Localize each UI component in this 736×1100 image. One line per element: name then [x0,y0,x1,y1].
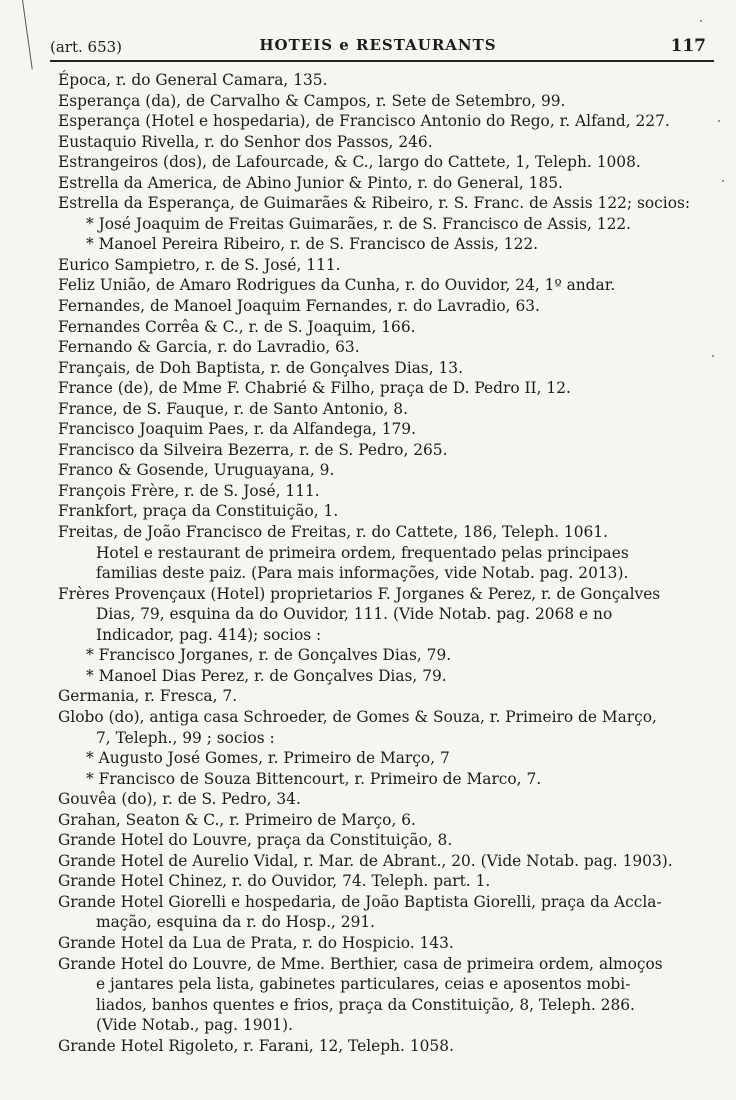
entry-continuation: Hotel e restaurant de primeira ordem, frequentado pelas principaes [96,543,629,562]
entry-line: Esperança (Hotel e hospedaria), de Francisco Antonio do Rego, r. Alfand, 227. [58,112,670,131]
entry-line: Grande Hotel do Louvre, de Mme. Berthier, casa de primeira ordem, almoços [58,954,663,973]
entry-line: Eurico Sampietro, r. de S. José, 111. [58,255,341,274]
entry-continuation: familias deste paiz. (Para mais informações, vide Notab. pag. 2013). [96,564,629,583]
entry-continuation: liados, banhos quentes e frios, praça da Constituição, 8, Teleph. 286. [96,995,635,1014]
entry-continuation: Dias, 79, esquina da do Ouvidor, 111. (Vide Notab. pag. 2068 e no [96,605,613,624]
entry-list [58,70,708,1056]
entry-sub-line: * Francisco de Souza Bittencourt, r. Primeiro de Marco, 7. [86,769,542,788]
entry-line: François Frère, r. de S. José, 111. [58,481,320,500]
entry-line: Français, de Doh Baptista, r. de Gonçalves Dias, 13. [58,358,463,377]
entry-line: Grahan, Seaton & C., r. Primeiro de Março, 6. [58,810,416,829]
article-reference: (art. 653) [50,38,123,56]
entry-continuation: Indicador, pag. 414); socios : [96,625,322,644]
print-speck [718,120,720,122]
entry-line: Grande Hotel de Aurelio Vidal, r. Mar. de Abrant., 20. (Vide Notab. pag. 1903). [58,851,673,870]
print-speck [722,180,724,182]
entry-line: Feliz União, de Amaro Rodrigues da Cunha, r. do Ouvidor, 24, 1º andar. [58,276,616,295]
entry-sub-line: * Francisco Jorganes, r. de Gonçalves Dias, 79. [86,646,452,665]
entry-line: Germania, r. Fresca, 7. [58,687,238,706]
entry-sub-line: * Augusto José Gomes, r. Primeiro de Março, 7 [86,749,450,768]
entry-continuation: 7, Teleph., 99 ; socios : [96,728,275,747]
entry-line: Globo (do), antiga casa Schroeder, de Gomes & Souza, r. Primeiro de Março, [58,707,657,726]
entry-continuation: mação, esquina da r. do Hosp., 291. [96,913,376,932]
entry-line: France (de), de Mme F. Chabrié & Filho, praça de D. Pedro II, 12. [58,379,571,398]
section-title: HOTEIS e RESTAURANTS [259,36,497,54]
entry-line: Frankfort, praça da Constituição, 1. [58,502,339,521]
entry-line: Francisco da Silveira Bezerra, r. de S. Pedro, 265. [58,440,448,459]
entry-continuation: e jantares pela lista, gabinetes particulares, ceias e aposentos mobi- [96,975,631,994]
entry-line: Fernando & Garcia, r. do Lavradio, 63. [58,338,360,357]
entry-sub-line: * Manoel Pereira Ribeiro, r. de S. Francisco de Assis, 122. [86,235,539,254]
print-speck [712,355,714,357]
page-edge-line [22,0,33,69]
entry-line: Época, r. do General Camara, 135. [58,71,328,89]
entry-line: Grande Hotel Giorelli e hospedaria, de João Baptista Giorelli, praça da Accla- [58,892,662,911]
entry-line: Fernandes, de Manoel Joaquim Fernandes, r. do Lavradio, 63. [58,297,540,316]
entry-continuation: (Vide Notab., pag. 1901). [96,1016,293,1035]
entry-line: Grande Hotel Rigoleto, r. Farani, 12, Teleph. 1058. [58,1036,454,1055]
entry-line: Gouvêa (do), r. de S. Pedro, 34. [58,790,301,809]
page-number: 117 [670,36,706,56]
entry-sub-line: * Manoel Dias Perez, r. de Gonçalves Dias, 79. [86,666,447,685]
entry-line: Estrella da America, de Abino Junior & Pinto, r. do General, 185. [58,173,563,192]
entry-line: Grande Hotel da Lua de Prata, r. do Hospicio. 143. [58,933,454,952]
entry-line: Grande Hotel Chinez, r. do Ouvidor, 74. Teleph. part. 1. [58,872,491,891]
entry-line: France, de S. Fauque, r. de Santo Antonio, 8. [58,399,408,418]
entry-line: Francisco Joaquim Paes, r. da Alfandega, 179. [58,420,416,439]
entry-sub-line: * José Joaquim de Freitas Guimarães, r. de S. Francisco de Assis, 122. [86,214,632,233]
entry-line: Freitas, de João Francisco de Freitas, r. do Cattete, 186, Teleph. 1061. [58,523,608,542]
print-speck [700,20,702,22]
page-header [50,36,706,58]
entry-line: Franco & Gosende, Uruguayana, 9. [58,461,335,480]
entry-line: Esperança (da), de Carvalho & Campos, r. Sete de Setembro, 99. [58,91,566,110]
header-rule [50,60,714,62]
entry-line: Eustaquio Rivella, r. do Senhor dos Passos, 246. [58,132,433,151]
entry-line: Estrangeiros (dos), de Lafourcade, & C., largo do Cattete, 1, Teleph. 1008. [58,153,641,172]
entry-line: Frères Provençaux (Hotel) proprietarios F. Jorganes & Perez, r. de Gonçalves [58,584,661,603]
entry-line: Estrella da Esperança, de Guimarães & Ribeiro, r. S. Franc. de Assis 122; socios: [58,194,691,213]
entry-line: Grande Hotel do Louvre, praça da Constituição, 8. [58,831,453,850]
entry-line: Fernandes Corrêa & C., r. de S. Joaquim, 166. [58,317,416,336]
